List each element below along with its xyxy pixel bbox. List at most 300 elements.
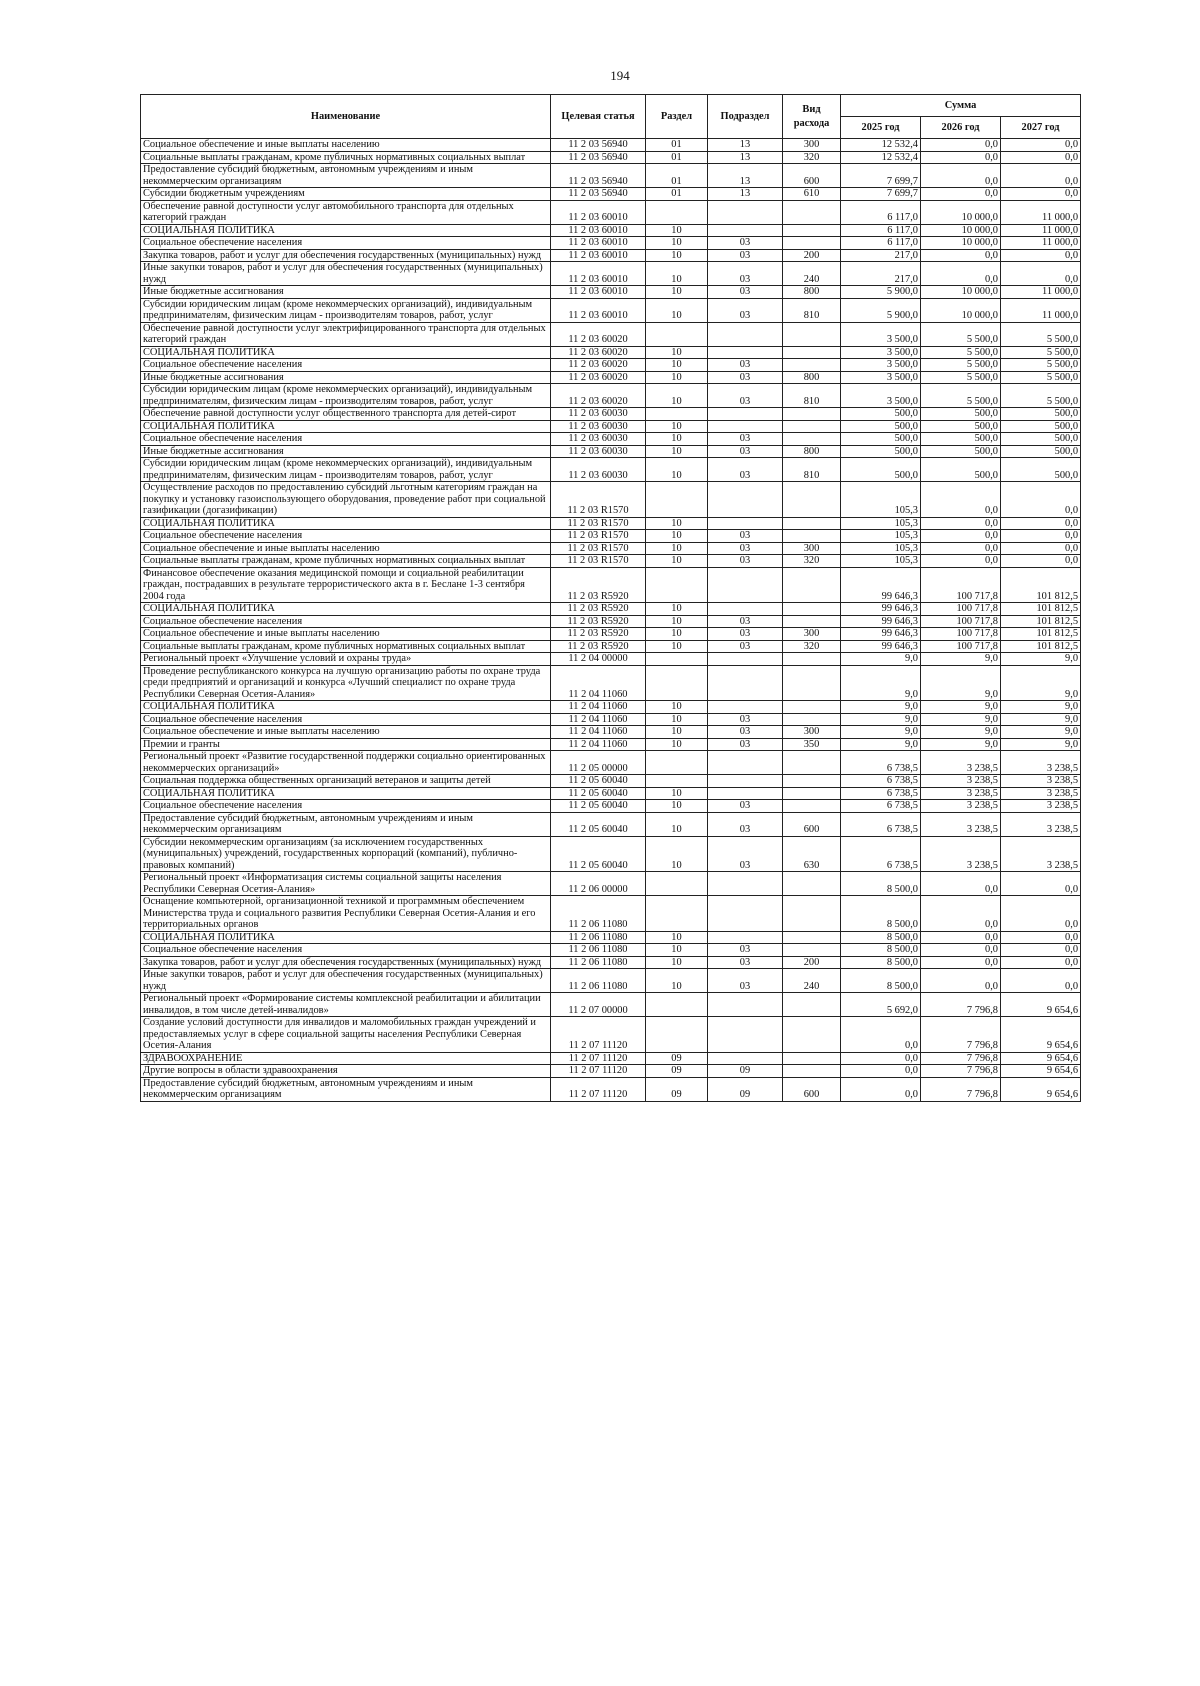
row-name: Субсидии некоммерческим организациям (за исключением государственных (муниципальных) учреждений, государственных корпораций (компаний), публично-правовых компаний) (141, 836, 551, 872)
table-row (141, 956, 1081, 969)
row-amount-2026: 9,0 (921, 665, 1001, 701)
row-amount-2025: 99 646,3 (841, 628, 921, 641)
row-expense-type (783, 1052, 841, 1065)
row-amount-2025: 3 500,0 (841, 359, 921, 372)
row-subsection: 03 (708, 800, 783, 813)
table-row (141, 567, 1081, 603)
row-section: 10 (646, 420, 708, 433)
table-row (141, 359, 1081, 372)
row-amount-2026: 0,0 (921, 151, 1001, 164)
row-amount-2026: 0,0 (921, 555, 1001, 568)
row-target-code: 11 2 06 00000 (551, 872, 646, 896)
row-amount-2027: 0,0 (1001, 164, 1081, 188)
row-expense-type (783, 237, 841, 250)
row-subsection: 03 (708, 371, 783, 384)
row-subsection: 03 (708, 384, 783, 408)
row-section: 10 (646, 713, 708, 726)
row-amount-2025: 105,3 (841, 530, 921, 543)
table-row (141, 530, 1081, 543)
row-section: 10 (646, 542, 708, 555)
row-name: Социальное обеспечение населения (141, 713, 551, 726)
table-row (141, 775, 1081, 788)
row-name: Создание условий доступности для инвалидов и маломобильных граждан учреждений и предоставляемых услуг в сфере социальной защиты населения Республики Северная Осетия-Алания (141, 1017, 551, 1053)
row-amount-2025: 9,0 (841, 713, 921, 726)
row-amount-2025: 8 500,0 (841, 969, 921, 993)
row-name: Социальное обеспечение и иные выплаты населению (141, 139, 551, 152)
row-name: Иные закупки товаров, работ и услуг для обеспечения государственных (муниципальных) нужд (141, 969, 551, 993)
table-row (141, 555, 1081, 568)
row-subsection: 03 (708, 433, 783, 446)
table-row (141, 249, 1081, 262)
row-amount-2025: 105,3 (841, 517, 921, 530)
row-name: Социальное обеспечение населения (141, 237, 551, 250)
row-section: 10 (646, 359, 708, 372)
row-expense-type: 320 (783, 555, 841, 568)
row-amount-2026: 100 717,8 (921, 603, 1001, 616)
row-expense-type (783, 408, 841, 421)
row-section: 10 (646, 371, 708, 384)
row-section: 10 (646, 298, 708, 322)
row-target-code: 11 2 07 11120 (551, 1065, 646, 1078)
row-section (646, 482, 708, 518)
row-name: Иные бюджетные ассигнования (141, 371, 551, 384)
row-amount-2026: 5 500,0 (921, 384, 1001, 408)
row-name: Социальные выплаты гражданам, кроме публичных нормативных социальных выплат (141, 151, 551, 164)
table-row (141, 872, 1081, 896)
row-amount-2027: 9,0 (1001, 713, 1081, 726)
row-amount-2025: 9,0 (841, 738, 921, 751)
row-expense-type: 800 (783, 286, 841, 299)
table-row (141, 1052, 1081, 1065)
row-amount-2026: 0,0 (921, 931, 1001, 944)
row-amount-2027: 0,0 (1001, 872, 1081, 896)
row-expense-type: 600 (783, 812, 841, 836)
table-row (141, 188, 1081, 201)
table-row (141, 298, 1081, 322)
row-amount-2025: 9,0 (841, 701, 921, 714)
row-amount-2027: 101 812,5 (1001, 603, 1081, 616)
row-amount-2027: 9 654,6 (1001, 1077, 1081, 1101)
row-amount-2027: 0,0 (1001, 482, 1081, 518)
row-amount-2027: 5 500,0 (1001, 359, 1081, 372)
row-amount-2025: 3 500,0 (841, 346, 921, 359)
row-section: 10 (646, 738, 708, 751)
row-name: Другие вопросы в области здравоохранения (141, 1065, 551, 1078)
row-target-code: 11 2 03 60030 (551, 445, 646, 458)
row-section: 10 (646, 433, 708, 446)
table-row (141, 371, 1081, 384)
row-target-code: 11 2 03 56940 (551, 164, 646, 188)
row-amount-2027: 9 654,6 (1001, 1017, 1081, 1053)
row-amount-2027: 9,0 (1001, 665, 1081, 701)
table-row (141, 224, 1081, 237)
row-subsection: 13 (708, 151, 783, 164)
row-expense-type: 200 (783, 249, 841, 262)
row-target-code: 11 2 05 00000 (551, 751, 646, 775)
row-amount-2025: 105,3 (841, 542, 921, 555)
row-target-code: 11 2 04 11060 (551, 726, 646, 739)
row-subsection: 03 (708, 359, 783, 372)
row-amount-2025: 217,0 (841, 262, 921, 286)
row-section: 10 (646, 346, 708, 359)
row-amount-2027: 5 500,0 (1001, 371, 1081, 384)
row-target-code: 11 2 04 11060 (551, 665, 646, 701)
row-amount-2027: 5 500,0 (1001, 384, 1081, 408)
table-row (141, 800, 1081, 813)
row-subsection (708, 701, 783, 714)
row-amount-2026: 9,0 (921, 713, 1001, 726)
row-section (646, 751, 708, 775)
row-target-code: 11 2 04 11060 (551, 738, 646, 751)
row-expense-type (783, 800, 841, 813)
row-amount-2025: 3 500,0 (841, 371, 921, 384)
row-target-code: 11 2 03 R5920 (551, 628, 646, 641)
row-amount-2026: 100 717,8 (921, 640, 1001, 653)
row-expense-type: 300 (783, 726, 841, 739)
row-amount-2027: 11 000,0 (1001, 298, 1081, 322)
row-amount-2025: 3 500,0 (841, 384, 921, 408)
row-expense-type (783, 872, 841, 896)
row-amount-2026: 0,0 (921, 249, 1001, 262)
header-section: Раздел (646, 95, 708, 139)
row-amount-2027: 3 238,5 (1001, 836, 1081, 872)
row-amount-2025: 8 500,0 (841, 944, 921, 957)
row-subsection: 03 (708, 286, 783, 299)
row-section (646, 1017, 708, 1053)
table-row (141, 993, 1081, 1017)
row-name: Закупка товаров, работ и услуг для обеспечения государственных (муниципальных) нужд (141, 249, 551, 262)
row-amount-2027: 101 812,5 (1001, 567, 1081, 603)
row-amount-2027: 500,0 (1001, 408, 1081, 421)
row-name: СОЦИАЛЬНАЯ ПОЛИТИКА (141, 603, 551, 616)
row-amount-2027: 3 238,5 (1001, 787, 1081, 800)
row-section: 10 (646, 237, 708, 250)
row-amount-2026: 3 238,5 (921, 812, 1001, 836)
table-row (141, 1065, 1081, 1078)
row-section (646, 567, 708, 603)
row-amount-2025: 0,0 (841, 1052, 921, 1065)
row-amount-2027: 0,0 (1001, 969, 1081, 993)
row-amount-2025: 500,0 (841, 420, 921, 433)
row-section: 10 (646, 628, 708, 641)
row-amount-2026: 7 796,8 (921, 1077, 1001, 1101)
row-amount-2025: 6 117,0 (841, 200, 921, 224)
row-target-code: 11 2 03 60010 (551, 200, 646, 224)
budget-rows (141, 139, 1081, 1102)
row-amount-2027: 0,0 (1001, 139, 1081, 152)
row-target-code: 11 2 03 56940 (551, 188, 646, 201)
row-subsection (708, 420, 783, 433)
page-number: 194 (610, 68, 630, 83)
row-section: 01 (646, 188, 708, 201)
row-amount-2027: 11 000,0 (1001, 224, 1081, 237)
row-subsection: 03 (708, 836, 783, 872)
row-name: СОЦИАЛЬНАЯ ПОЛИТИКА (141, 787, 551, 800)
row-name: Предоставление субсидий бюджетным, автономным учреждениям и иным некоммерческим организациям (141, 164, 551, 188)
row-section: 10 (646, 384, 708, 408)
row-amount-2026: 0,0 (921, 872, 1001, 896)
row-expense-type (783, 701, 841, 714)
row-amount-2025: 7 699,7 (841, 188, 921, 201)
row-expense-type: 300 (783, 542, 841, 555)
row-target-code: 11 2 03 R1570 (551, 530, 646, 543)
row-target-code: 11 2 03 60010 (551, 262, 646, 286)
row-expense-type: 320 (783, 640, 841, 653)
row-subsection: 03 (708, 615, 783, 628)
row-amount-2026: 10 000,0 (921, 237, 1001, 250)
row-amount-2026: 9,0 (921, 738, 1001, 751)
row-amount-2027: 0,0 (1001, 944, 1081, 957)
row-expense-type: 300 (783, 628, 841, 641)
row-expense-type (783, 615, 841, 628)
row-target-code: 11 2 07 00000 (551, 993, 646, 1017)
row-amount-2027: 5 500,0 (1001, 346, 1081, 359)
row-expense-type (783, 931, 841, 944)
row-amount-2026: 0,0 (921, 164, 1001, 188)
row-name: Субсидии юридическим лицам (кроме некоммерческих организаций), индивидуальным предпринимателям, физическим лицам - производителям товаров, работ, услуг (141, 384, 551, 408)
row-section: 10 (646, 640, 708, 653)
row-name: Иные закупки товаров, работ и услуг для обеспечения государственных (муниципальных) нужд (141, 262, 551, 286)
row-amount-2025: 6 738,5 (841, 800, 921, 813)
row-amount-2027: 9 654,6 (1001, 1065, 1081, 1078)
row-name: СОЦИАЛЬНАЯ ПОЛИТИКА (141, 420, 551, 433)
row-subsection (708, 603, 783, 616)
row-section: 10 (646, 249, 708, 262)
row-expense-type (783, 517, 841, 530)
row-name: СОЦИАЛЬНАЯ ПОЛИТИКА (141, 224, 551, 237)
table-row (141, 713, 1081, 726)
row-amount-2027: 9,0 (1001, 653, 1081, 666)
row-section: 09 (646, 1065, 708, 1078)
row-amount-2025: 8 500,0 (841, 931, 921, 944)
row-subsection (708, 993, 783, 1017)
row-target-code: 11 2 04 11060 (551, 701, 646, 714)
row-name: Обеспечение равной доступности услуг электрифицированного транспорта для отдельных категорий граждан (141, 322, 551, 346)
row-name: Социальное обеспечение населения (141, 800, 551, 813)
row-amount-2027: 0,0 (1001, 188, 1081, 201)
row-target-code: 11 2 05 60040 (551, 812, 646, 836)
row-expense-type (783, 944, 841, 957)
row-amount-2026: 7 796,8 (921, 1065, 1001, 1078)
table-row (141, 944, 1081, 957)
row-name: СОЦИАЛЬНАЯ ПОЛИТИКА (141, 517, 551, 530)
row-subsection (708, 408, 783, 421)
row-name: Социальные выплаты гражданам, кроме публичных нормативных социальных выплат (141, 555, 551, 568)
row-name: Иные бюджетные ассигнования (141, 445, 551, 458)
row-subsection: 03 (708, 956, 783, 969)
table-row (141, 286, 1081, 299)
table-row (141, 751, 1081, 775)
row-amount-2027: 9 654,6 (1001, 993, 1081, 1017)
table-row (141, 139, 1081, 152)
row-section (646, 872, 708, 896)
row-name: Региональный проект «Формирование системы комплексной реабилитации и абилитации инвалидов, в том числе детей-инвалидов» (141, 993, 551, 1017)
row-amount-2026: 10 000,0 (921, 224, 1001, 237)
row-section: 10 (646, 836, 708, 872)
row-amount-2027: 0,0 (1001, 542, 1081, 555)
row-amount-2027: 500,0 (1001, 420, 1081, 433)
row-name: СОЦИАЛЬНАЯ ПОЛИТИКА (141, 701, 551, 714)
row-target-code: 11 2 05 60040 (551, 775, 646, 788)
header-2026: 2026 год (921, 117, 1001, 139)
row-expense-type (783, 1065, 841, 1078)
row-subsection: 13 (708, 164, 783, 188)
row-amount-2026: 7 796,8 (921, 1052, 1001, 1065)
table-row (141, 322, 1081, 346)
row-subsection: 03 (708, 628, 783, 641)
row-expense-type: 320 (783, 151, 841, 164)
row-target-code: 11 2 03 60010 (551, 224, 646, 237)
row-subsection: 03 (708, 640, 783, 653)
row-target-code: 11 2 03 60020 (551, 371, 646, 384)
table-row (141, 812, 1081, 836)
row-name: СОЦИАЛЬНАЯ ПОЛИТИКА (141, 931, 551, 944)
row-amount-2027: 500,0 (1001, 458, 1081, 482)
row-subsection (708, 1017, 783, 1053)
row-target-code: 11 2 04 00000 (551, 653, 646, 666)
row-amount-2026: 9,0 (921, 701, 1001, 714)
table-row (141, 458, 1081, 482)
row-amount-2026: 5 500,0 (921, 371, 1001, 384)
table-row (141, 931, 1081, 944)
row-subsection: 03 (708, 944, 783, 957)
table-row (141, 836, 1081, 872)
row-target-code: 11 2 06 11080 (551, 969, 646, 993)
row-amount-2027: 3 238,5 (1001, 775, 1081, 788)
row-target-code: 11 2 03 60010 (551, 298, 646, 322)
row-name: Субсидии бюджетным учреждениям (141, 188, 551, 201)
header-type: Вид расхода (783, 95, 841, 139)
row-section: 10 (646, 458, 708, 482)
row-section: 10 (646, 726, 708, 739)
row-subsection: 03 (708, 530, 783, 543)
row-name: Обеспечение равной доступности услуг автомобильного транспорта для отдельных категорий граждан (141, 200, 551, 224)
row-section: 01 (646, 139, 708, 152)
row-amount-2025: 105,3 (841, 482, 921, 518)
row-amount-2026: 7 796,8 (921, 993, 1001, 1017)
row-target-code: 11 2 03 R5920 (551, 615, 646, 628)
row-amount-2027: 0,0 (1001, 262, 1081, 286)
row-subsection: 03 (708, 445, 783, 458)
row-target-code: 11 2 05 60040 (551, 836, 646, 872)
table-row (141, 1017, 1081, 1053)
row-amount-2025: 0,0 (841, 1017, 921, 1053)
row-section: 10 (646, 517, 708, 530)
row-name: Социальное обеспечение и иные выплаты населению (141, 726, 551, 739)
row-amount-2025: 6 738,5 (841, 751, 921, 775)
row-amount-2027: 101 812,5 (1001, 640, 1081, 653)
table-row (141, 445, 1081, 458)
row-amount-2025: 3 500,0 (841, 322, 921, 346)
table-row (141, 482, 1081, 518)
row-expense-type: 240 (783, 969, 841, 993)
row-amount-2027: 0,0 (1001, 896, 1081, 932)
row-section: 10 (646, 969, 708, 993)
row-amount-2026: 500,0 (921, 458, 1001, 482)
table-row (141, 433, 1081, 446)
row-amount-2026: 0,0 (921, 517, 1001, 530)
row-name: Социальное обеспечение населения (141, 530, 551, 543)
row-section: 10 (646, 603, 708, 616)
row-section (646, 665, 708, 701)
row-amount-2026: 3 238,5 (921, 751, 1001, 775)
row-name: Оснащение компьютерной, организационной техникой и программным обеспечением Министерства труда и социального развития Республики Северная Осетия-Алания и его территориальных органов (141, 896, 551, 932)
header-name: Наименование (141, 95, 551, 139)
row-expense-type (783, 775, 841, 788)
row-subsection: 03 (708, 969, 783, 993)
row-amount-2027: 0,0 (1001, 931, 1081, 944)
row-subsection: 03 (708, 542, 783, 555)
row-amount-2025: 500,0 (841, 458, 921, 482)
row-expense-type: 240 (783, 262, 841, 286)
row-target-code: 11 2 03 R1570 (551, 555, 646, 568)
row-subsection: 03 (708, 237, 783, 250)
row-subsection (708, 322, 783, 346)
row-amount-2025: 9,0 (841, 726, 921, 739)
row-amount-2025: 6 117,0 (841, 237, 921, 250)
row-name: Предоставление субсидий бюджетным, автономным учреждениям и иным некоммерческим организациям (141, 1077, 551, 1101)
row-expense-type (783, 665, 841, 701)
row-amount-2026: 5 500,0 (921, 359, 1001, 372)
row-amount-2027: 0,0 (1001, 151, 1081, 164)
row-amount-2026: 0,0 (921, 530, 1001, 543)
row-target-code: 11 2 06 11080 (551, 944, 646, 957)
row-target-code: 11 2 07 11120 (551, 1077, 646, 1101)
row-target-code: 11 2 06 11080 (551, 896, 646, 932)
row-expense-type: 810 (783, 458, 841, 482)
row-subsection (708, 653, 783, 666)
row-amount-2027: 5 500,0 (1001, 322, 1081, 346)
row-amount-2027: 3 238,5 (1001, 812, 1081, 836)
row-amount-2025: 105,3 (841, 555, 921, 568)
table-row (141, 262, 1081, 286)
row-amount-2026: 5 500,0 (921, 322, 1001, 346)
row-target-code: 11 2 03 R1570 (551, 482, 646, 518)
header-sum: Сумма (841, 95, 1081, 117)
row-name: Социальное обеспечение и иные выплаты населению (141, 542, 551, 555)
row-section: 10 (646, 931, 708, 944)
table-row (141, 151, 1081, 164)
row-subsection (708, 931, 783, 944)
row-amount-2026: 500,0 (921, 433, 1001, 446)
row-amount-2025: 7 699,7 (841, 164, 921, 188)
row-expense-type (783, 224, 841, 237)
row-amount-2027: 11 000,0 (1001, 237, 1081, 250)
row-expense-type: 630 (783, 836, 841, 872)
table-row (141, 346, 1081, 359)
row-amount-2026: 0,0 (921, 944, 1001, 957)
row-expense-type (783, 787, 841, 800)
row-target-code: 11 2 03 60030 (551, 408, 646, 421)
row-section: 09 (646, 1077, 708, 1101)
row-amount-2027: 0,0 (1001, 530, 1081, 543)
row-subsection (708, 567, 783, 603)
row-amount-2025: 12 532,4 (841, 139, 921, 152)
row-amount-2025: 8 500,0 (841, 956, 921, 969)
table-row (141, 603, 1081, 616)
row-expense-type (783, 322, 841, 346)
row-name: Социальное обеспечение населения (141, 433, 551, 446)
row-subsection (708, 1052, 783, 1065)
row-expense-type (783, 420, 841, 433)
row-amount-2026: 3 238,5 (921, 787, 1001, 800)
header-2027: 2027 год (1001, 117, 1081, 139)
row-expense-type (783, 530, 841, 543)
row-amount-2027: 9 654,6 (1001, 1052, 1081, 1065)
row-section: 10 (646, 286, 708, 299)
row-amount-2025: 6 117,0 (841, 224, 921, 237)
row-expense-type: 810 (783, 384, 841, 408)
